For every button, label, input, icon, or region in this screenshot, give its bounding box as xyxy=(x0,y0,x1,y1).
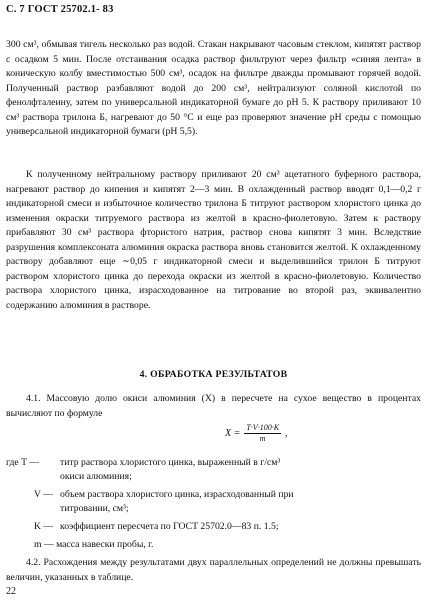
paragraph-4-2: 4.2. Расхождения между результатами двух параллельных определений не должны превышать величин, указанных в таблице. xyxy=(6,557,421,583)
def-v-text-2: титровании, см³; xyxy=(60,503,129,514)
formula-denominator: m xyxy=(259,434,266,443)
page-header: С. 7 ГОСТ 25702.1- 83 xyxy=(6,4,114,15)
def-t-text: титр раствора хлористого цинка, выраженный в г/см³ xyxy=(60,457,281,468)
def-t-symbol: где T — xyxy=(6,457,39,468)
def-v-symbol: V — xyxy=(34,489,53,500)
section-title: 4. ОБРАБОТКА РЕЗУЛЬТАТОВ xyxy=(139,369,288,380)
def-k-symbol: K — xyxy=(34,521,54,532)
formula-lhs: X = xyxy=(225,428,241,439)
def-v-text: объем раствора хлористого цинка, израсходованный при xyxy=(60,489,294,500)
formula xyxy=(225,423,288,444)
formula-tail: , xyxy=(285,428,288,439)
def-k-text: коэффициент пересчета по ГОСТ 25702.0—83 п. 1.5; xyxy=(60,521,279,532)
paragraph-2: К полученному нейтральному раствору приливают 20 см³ ацетатного буферного раствора, нагревают раствор до кипения и кипятят 2—3 мин. В охлажденный раствор вводят 0,1—0,2 г индикаторной смеси и избыточное количество трилона Б титруют раствором хлористого цинка до изменения окраски титруемого раствора из желтой в красно-фиолетовую. Затем к раствору прибавляют 30 см³ раствора фтористого натрия, раствор снова кипятят 3 мин. Вследствие разрушения комплексоната алюминия окраска раствора вновь становится желтой. К охлажденному раствору добавляют еще ∼0,05 г индикаторной смеси и выделившийся трилон Б титруют раствором хлористого цинка до перехода окраски из желтой в красно-фиолетовую. Количество раствора хлористого цинка, израсходованное на титрование во второй раз, эквивалентно содержанию алюминия в растворе. xyxy=(6,169,421,311)
paragraph-1: 300 см³, обмывая тигель несколько раз водой. Стакан накрывают часовым стеклом, кипятят раствор с осадком 5 мин. После отстаивания осадка раствор фильтруют через фильтр «синяя лента» в коническую колбу вместимостью 500 см³, осадок на фильтре дважды промывают горячей водой. Полученный раствор разбавляют водой до 200 см³, нейтрализуют соляной кислотой по фенолфталеину, затем по универсальной индикаторной бумаге до pH 5. К раствору приливают 10 см³ раствора трилона Б, нагревают до 50 °С и еще раз проверяют значение pH среды с помощью универсальной индикаторной бумаги (pH 5,5). xyxy=(6,39,421,138)
page-number: 22 xyxy=(6,586,16,597)
formula-fraction xyxy=(244,423,281,444)
def-m-text: m — масса навески пробы, г. xyxy=(34,539,154,550)
formula-numerator: T·V·100·K xyxy=(246,423,280,432)
paragraph-4-1: 4.1. Массовую долю окиси алюминия (X) в пересчете на сухое вещество в процентах вычисляют по формуле xyxy=(6,393,421,419)
def-t-text-2: окиси алюминия; xyxy=(60,471,132,482)
